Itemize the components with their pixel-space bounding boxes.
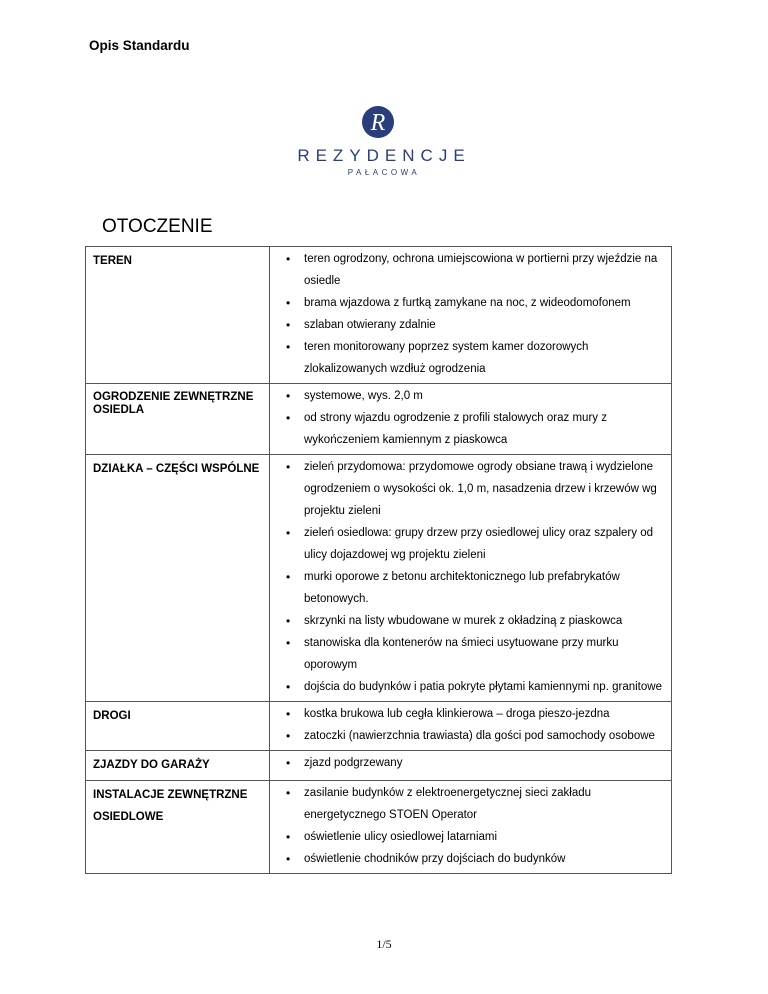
list-item: • zasilanie budynków z elektroenergetycznej sieci zakładu energetycznego STOEN Operator (304, 782, 663, 826)
page-number: 1/5 (376, 937, 392, 951)
table-row (86, 455, 672, 702)
table-row (86, 781, 672, 874)
row-content (270, 247, 672, 384)
row-content (270, 702, 672, 751)
bullet-list (270, 385, 663, 451)
row-label: DROGI (86, 702, 270, 751)
logo-graphic (0, 104, 768, 176)
list-item: • murki oporowe z betonu architektonicznego lub prefabrykatów betonowych. (304, 566, 663, 610)
list-item: • zatoczki (nawierzchnia trawiasta) dla gości pod samochody osobowe (304, 725, 663, 747)
bullet-list (270, 456, 663, 698)
list-item: • szlaban otwierany zdalnie (304, 314, 663, 336)
row-content (270, 384, 672, 455)
list-item: • kostka brukowa lub cegła klinkierowa – droga pieszo-jezdna (304, 703, 663, 725)
company-logo (0, 104, 768, 176)
list-item: • dojścia do budynków i patia pokryte płytami kamiennymi np. granitowe (304, 676, 663, 698)
list-item: • teren monitorowany poprzez system kamer dozorowych zlokalizowanych wzdłuż ogrodzenia (304, 336, 663, 380)
list-item: • skrzynki na listy wbudowane w murek z okładziną z piaskowca (304, 610, 663, 632)
logo-mark-letter: R (370, 110, 386, 136)
row-content (270, 455, 672, 702)
bullet-list (270, 782, 663, 870)
logo-name: REZYDENCJE (297, 146, 471, 165)
logo-subname: PAŁACOWA (347, 168, 421, 176)
table-row (86, 384, 672, 455)
table-row (86, 247, 672, 384)
row-label: OGRODZENIE ZEWNĘTRZNE OSIEDLA (86, 384, 270, 455)
list-item: • oświetlenie chodników przy dojściach do budynków (304, 848, 663, 870)
document-header: Opis Standardu (89, 38, 190, 53)
list-item: • oświetlenie ulicy osiedlowej latarniami (304, 826, 663, 848)
specification-table (85, 246, 672, 874)
table-row (86, 702, 672, 751)
list-item: • systemowe, wys. 2,0 m (304, 385, 663, 407)
list-item: • od strony wjazdu ogrodzenie z profili stalowych oraz mury z wykończeniem kamiennym z piaskowca (304, 407, 663, 451)
list-item: • zieleń przydomowa: przydomowe ogrody obsiane trawą i wydzielone ogrodzeniem o wysokości ok. 1,0 m, nasadzenia drzew i krzewów wg projektu zieleni (304, 456, 663, 522)
section-title: OTOCZENIE (102, 216, 213, 237)
row-label: INSTALACJE ZEWNĘTRZNE OSIEDLOWE (86, 781, 270, 874)
bullet-list (270, 752, 663, 774)
bullet-list (270, 248, 663, 380)
list-item: • stanowiska dla kontenerów na śmieci usytuowane przy murku oporowym (304, 632, 663, 676)
list-item: • zjazd podgrzewany (304, 752, 663, 774)
row-content (270, 751, 672, 781)
row-content (270, 781, 672, 874)
row-label: ZJAZDY DO GARAŻY (86, 751, 270, 781)
row-label: DZIAŁKA – CZĘŚCI WSPÓLNE (86, 455, 270, 702)
table-row (86, 751, 672, 781)
list-item: • brama wjazdowa z furtką zamykane na noc, z wideodomofonem (304, 292, 663, 314)
list-item: • teren ogrodzony, ochrona umiejscowiona w portierni przy wjeździe na osiedle (304, 248, 663, 292)
bullet-list (270, 703, 663, 747)
row-label: TEREN (86, 247, 270, 384)
list-item: • zieleń osiedlowa: grupy drzew przy osiedlowej ulicy oraz szpalery od ulicy dojazdowej wg projektu zieleni (304, 522, 663, 566)
